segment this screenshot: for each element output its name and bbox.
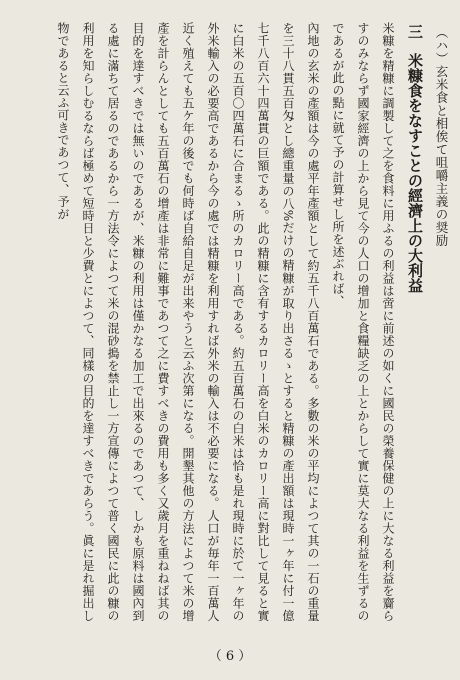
section-header: （ハ）玄米食と相俟て咀嚼主義の奨励 xyxy=(434,26,449,247)
page-number: （ 6 ） xyxy=(208,649,252,664)
section-title xyxy=(400,22,430,622)
vertical-text-block xyxy=(14,22,452,622)
section-title-text: 米糠食をなすことの經濟上の大利益 xyxy=(406,53,424,293)
section-number: 三 xyxy=(406,24,424,39)
body-paragraph: 內地の玄米の產額は今の處平年產額として約五千八百萬石である。多數の米の平均によつて其の一石の重量を三十八貫五百匁とし總重量の八%だけの精糠が取り出さるゝとすると精糠の產出額は現時一ヶ年に付一億七千八百六十四萬貫の巨額である。此の精糠に含有するカロリー高を白米のカロリー高に對比して見ると實に白米の五百〇四萬石に合まるゝ所のカロリー高である。約五百萬石の白米は恰も是れ現時に於て一ヶ年の外米輸入の必要高であるから今の處では精糠を利用すれば外米の輸入は不必要になる。人口が毎年一百萬人近く殖えても五ケ年の後でも何時ば自給自足が出来やうと云ふ次第になる。開墾其他の方法によつて米の增產を計らんとしても五百萬石の增產は非常に難事であつて之に費すべきの費用も多く又歲月を重ねねば其の目的を達すべきでは無いのであるが、米糠の利用は僅かなる加工で出來るのであつて、しかも原料は國內到る處に滿ちて居るのであるから一方法令によつて米の混砂搗を禁止し一方宣傳によつて普く國民に此の糠の利用を知らしむるならば極めて短時日と少費とによつて、同樣の目的を達すべきであらう。眞に是れ掘出し物であると云ふ可きであつて、予が xyxy=(56,22,320,622)
body-paragraph: 米糠を精糠に調製して之を食料に用ふるの利益は啻に前述の如くに國民の榮養保健の上に大なる利益を齎らすのみならず國家經濟の上から見て今の人口の增加と食糧缺乏の上とからして實に莫大なる利益を生ずるのであるが此の點に就て予の計算せし所を述ぶれば、 xyxy=(331,22,395,622)
